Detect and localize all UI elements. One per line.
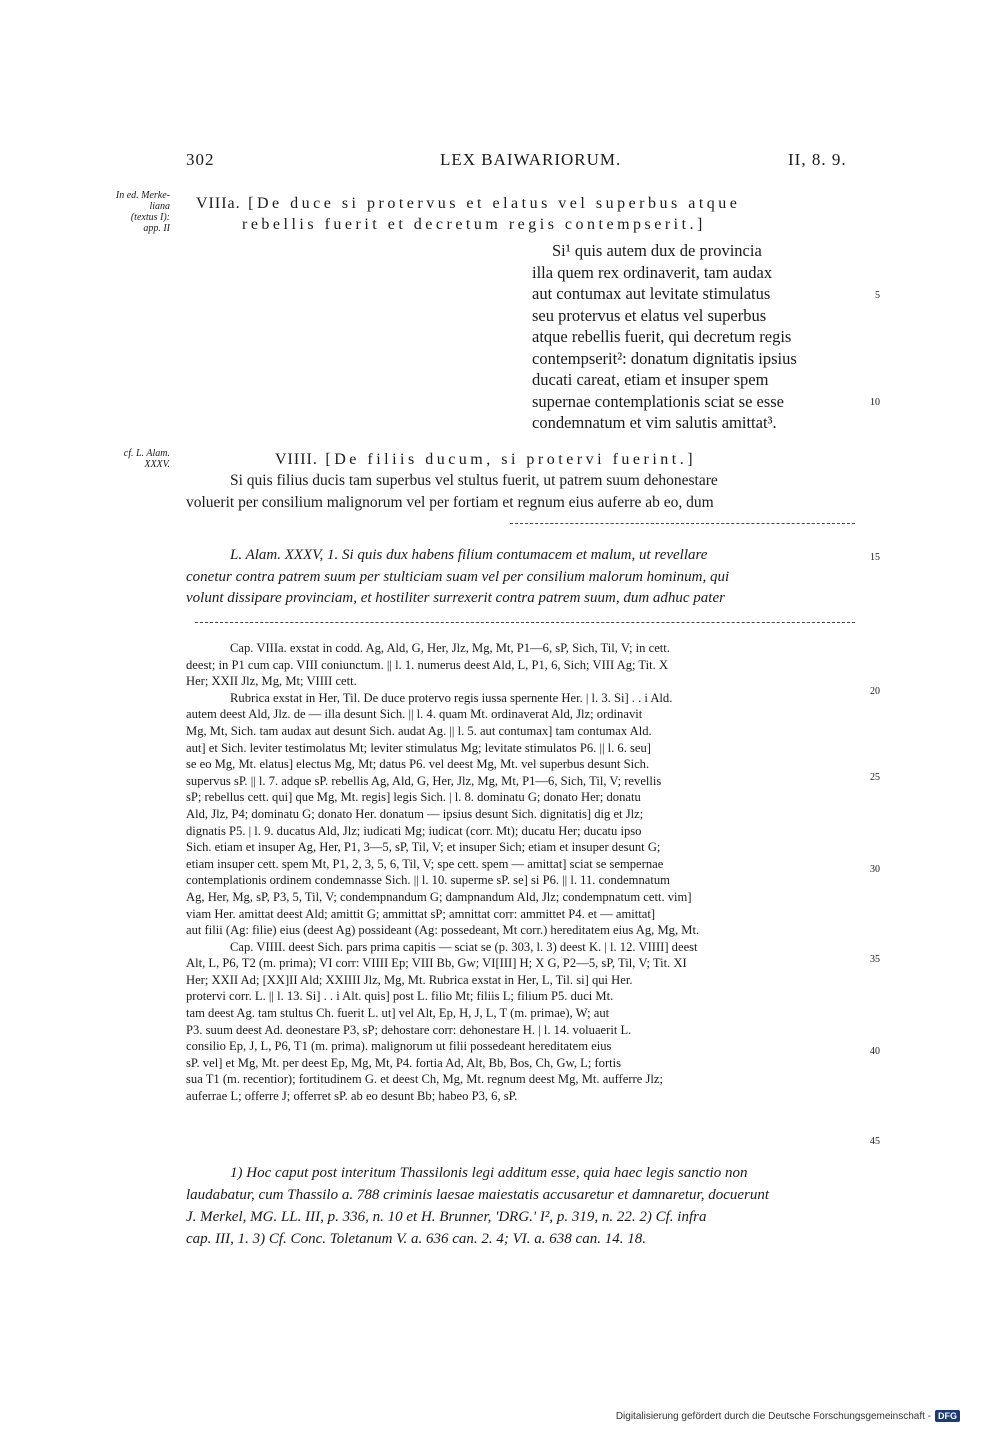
apparatus-line: se eo Mg, Mt. elatus] electus Mg, Mt; datus P6. vel deest Mg, Mt. vel superbus desunt Sich.: [186, 757, 650, 772]
apparatus-line: contemplationis ordinem condemnasse Sich. || l. 10. superme sP. se] si P6. || l. 11. condemnatum: [186, 873, 670, 888]
apparatus-line: Sich. etiam et insuper Ag, Her, P1, 3—5, sP, Til, V; et insuper Sich; etiam et insuper desunt G;: [186, 840, 661, 855]
text-line: aut contumax aut levitate stimulatus: [532, 284, 771, 303]
line-number: 30: [870, 864, 880, 875]
margin-note-line: XXXV.: [144, 459, 170, 470]
line-number: 25: [870, 772, 880, 783]
text-line: atque rebellis fuerit, qui decretum regis: [532, 327, 792, 346]
text-line: voluerit per consilium malignorum vel per fortiam et regnum eius auferre ab eo, dum: [186, 493, 714, 511]
text-line: L. Alam. XXXV, 1. Si quis dux habens filium contumacem et malum, ut revellare: [230, 547, 708, 563]
chapter-8a-text: [532, 240, 862, 434]
text-line: illa quem rex ordinaverit, tam audax: [532, 262, 773, 282]
apparatus-line: Rubrica exstat in Her, Til. De duce protervo regis iussa spernente Her. | l. 3. Si] . . i Ald.: [230, 690, 673, 705]
separator-dash: [195, 622, 855, 623]
running-title: LEX BAIWARIORUM.: [440, 150, 622, 169]
footnote-line: laudabatur, cum Thassilo a. 788 criminis laesae maiestatis accusaretur et damnaretur, docuerunt: [186, 1187, 770, 1203]
chapter-9-number: VIIII.: [275, 451, 318, 468]
text-line: conetur contra patrem suum per stulticiam suam vel per consilium malorum hominum, qui: [186, 568, 730, 585]
apparatus-line: Cap. VIIIa. exstat in codd. Ag, Ald, G, Her, Jlz, Mg, Mt, P1—6, sP, Sich, Til, V; in cett.: [230, 641, 670, 655]
margin-note-merkel: [100, 190, 170, 234]
apparatus-line: Ag, Her, Mg, sP, P3, 5, Til, V; condempnandum G; dampnandum Ald, Jlz; condempnatum cett. vim]: [186, 889, 692, 904]
apparatus-line: auferrae L; offerre J; offerret sP. ab eo desunt Bb; habeo P3, 6, sP.: [186, 1089, 518, 1104]
line-number: 40: [870, 1046, 880, 1057]
margin-note-line: liana: [149, 201, 170, 212]
margin-note-line: cf. L. Alam.: [123, 448, 170, 459]
apparatus-line: dignatis P5. | l. 9. ducatus Ald, Jlz; iudicati Mg; iudicat (corr. Mt); ducatu Her; ducatu ipso: [186, 823, 642, 838]
line-number: 20: [870, 686, 880, 697]
dfg-logo-icon: DFG: [935, 1410, 960, 1422]
apparatus-line: aut filii (Ag: filie) eius (deest Ag) possideant (Ag: possedeant, Mt corr.) hereditatem eius Ag, Mg, Mt.: [186, 923, 700, 938]
text-line: Si¹ quis autem dux de provincia: [552, 241, 762, 260]
chapter-9-title: [De filiis ducum, si protervi fuerint.]: [325, 451, 697, 468]
margin-note-alam: [100, 448, 170, 470]
footer-text: Digitalisierung gefördert durch die Deutsche Forschungsgemeinschaft -: [615, 1410, 931, 1422]
apparatus-line: etiam insuper cett. spem Mt, P1, 2, 3, 5, 6, Til, V; spe cett. spem — amittat] sciat se sempernae: [186, 856, 664, 871]
apparatus-line: aut] et Sich. leviter testimolatus Mt; leviter stimulatus Mg; levitate stimulatos P6. || l. 6. seu]: [186, 740, 652, 755]
line-number: 5: [875, 290, 880, 301]
chapter-8a-title-2: rebellis fuerit et decretum regis contempserit.]: [242, 216, 706, 233]
apparatus-line: Cap. VIIII. deest Sich. pars prima capitis — sciat se (p. 303, l. 3) deest K. | l. 12. VIIII] deest: [230, 939, 698, 954]
digitization-footer: [616, 1410, 960, 1422]
text-line: Si quis filius ducis tam superbus vel stultus fuerit, ut patrem suum dehonestare: [230, 472, 718, 489]
text-line: seu protervus et elatus vel superbus: [532, 305, 767, 325]
margin-note-line: app. II: [143, 223, 170, 234]
line-number: 10: [870, 397, 880, 408]
text-line: ducati careat, etiam et insuper spem: [532, 370, 769, 389]
apparatus-line: supervus sP. || l. 7. adque sP. rebellis Ag, Ald, G, Her, Jlz, Mg, Mt, P1—6, Sich, Til, V; revellis: [186, 773, 662, 788]
apparatus-line: protervi corr. L. || l. 13. Si] . . i Alt. quis] post L. filio Mt; filiis L; filium P5. duci Mt.: [186, 989, 614, 1004]
text-line: volunt dissipare provinciam, et hostiliter surrexerit contra patrem suum, dum adhuc pater: [186, 590, 725, 606]
chapter-9-text: [186, 470, 866, 513]
continuation-dash: [510, 523, 855, 524]
line-number: 45: [870, 1136, 880, 1147]
margin-note-line: In ed. Merke-: [115, 190, 170, 201]
chapter-8a-number: VIIIa.: [196, 195, 241, 212]
footnotes: [186, 1162, 856, 1250]
text-line: condemnatum et vim salutis amittat³.: [532, 413, 777, 432]
apparatus-line: Ald, Jlz, P4; dominatu G; donato Her. donatum — ipsius desunt Sich. dignitatis] dig et Jlz;: [186, 806, 644, 821]
apparatus-line: Alt, L, P6, T2 (m. prima); VI corr: VIIII Ep; VIII Bb, Gw; VI[III] H; X G, P2—5, sP, Til, V; Tit. XI: [186, 956, 687, 971]
apparatus-line: P3. suum deest Ad. deonestare P3, sP; dehostare corr: dehonestare H. | l. 14. voluaerit L.: [186, 1022, 632, 1037]
chapter-8a-heading: [196, 194, 740, 214]
parallel-text: [186, 545, 866, 610]
page-number: 302: [186, 150, 215, 169]
footnote-line: cap. III, 1. 3) Cf. Conc. Toletanum V. a. 636 can. 2. 4; VI. a. 638 can. 14. 18.: [186, 1231, 646, 1247]
apparatus-line: viam Her. amittat deest Ald; amittit G; ammittat sP; amnittat corr: ammittet P4. et — amittat]: [186, 906, 656, 921]
critical-apparatus: [186, 640, 856, 1105]
section-ref: II, 8. 9.: [788, 150, 847, 169]
line-number: 15: [870, 552, 880, 563]
apparatus-line: deest; in P1 cum cap. VIII coniunctum. || l. 1. numerus deest Ald, L, P1, 6, Sich; VIII Ag; Tit. X: [186, 657, 669, 672]
chapter-9-heading: [275, 450, 696, 470]
text-line: contempserit²: donatum dignitatis ipsius: [532, 348, 797, 368]
apparatus-line: sP. vel] et Mg, Mt. per deest Ep, Mg, Mt, P4. fortia Ad, Alt, Bb, Bos, Ch, Gw, L; fortis: [186, 1055, 622, 1070]
text-line: supernae contemplationis sciat se esse: [532, 391, 785, 411]
apparatus-line: autem deest Ald, Jlz. de — illa desunt Sich. || l. 4. quam Mt. ordinaverat Ald, Jlz; ordinavit: [186, 707, 643, 722]
apparatus-line: tam deest Ag. tam stultus Ch. fuerit L. ut] vel Alt, Ep, H, J, L, T (m. primae), W; aut: [186, 1006, 610, 1021]
apparatus-line: sua T1 (m. recentior); fortitudinem G. et deest Ch, Mg, Mt. regnum deest Mg, Mt. aufferre Jlz;: [186, 1072, 663, 1087]
apparatus-line: Her; XXII Ad; [XX]II Ald; XXIIII Jlz, Mg, Mt. Rubrica exstat in Her, L, Til. si] qui Her.: [186, 972, 633, 987]
apparatus-line: sP; rebellus cett. qui] que Mg, Mt. regis] legis Sich. | l. 8. dominatu G; donato Her; donatu: [186, 790, 641, 805]
apparatus-line: consilio Ep, J, L, P6, T1 (m. prima). malignorum ut filii possedeant hereditatem eius: [186, 1039, 612, 1054]
apparatus-line: Mg, Mt, Sich. tam audax aut desunt Sich. audat Ag. || l. 5. aut contumax] tam contumax Ald.: [186, 723, 652, 738]
line-number: 35: [870, 954, 880, 965]
apparatus-line: Her; XXII Jlz, Mg, Mt; VIIII cett.: [186, 674, 357, 689]
margin-note-line: (textus I):: [130, 212, 170, 223]
footnote-line: J. Merkel, MG. LL. III, p. 336, n. 10 et H. Brunner, 'DRG.' I², p. 319, n. 22. 2) Cf. infra: [186, 1209, 707, 1225]
footnote-line: 1) Hoc caput post interitum Thassilonis legi additum esse, quia haec legis sanctio non: [230, 1165, 748, 1181]
chapter-8a-title-1: [De duce si protervus et elatus vel superbus atque: [248, 195, 741, 212]
